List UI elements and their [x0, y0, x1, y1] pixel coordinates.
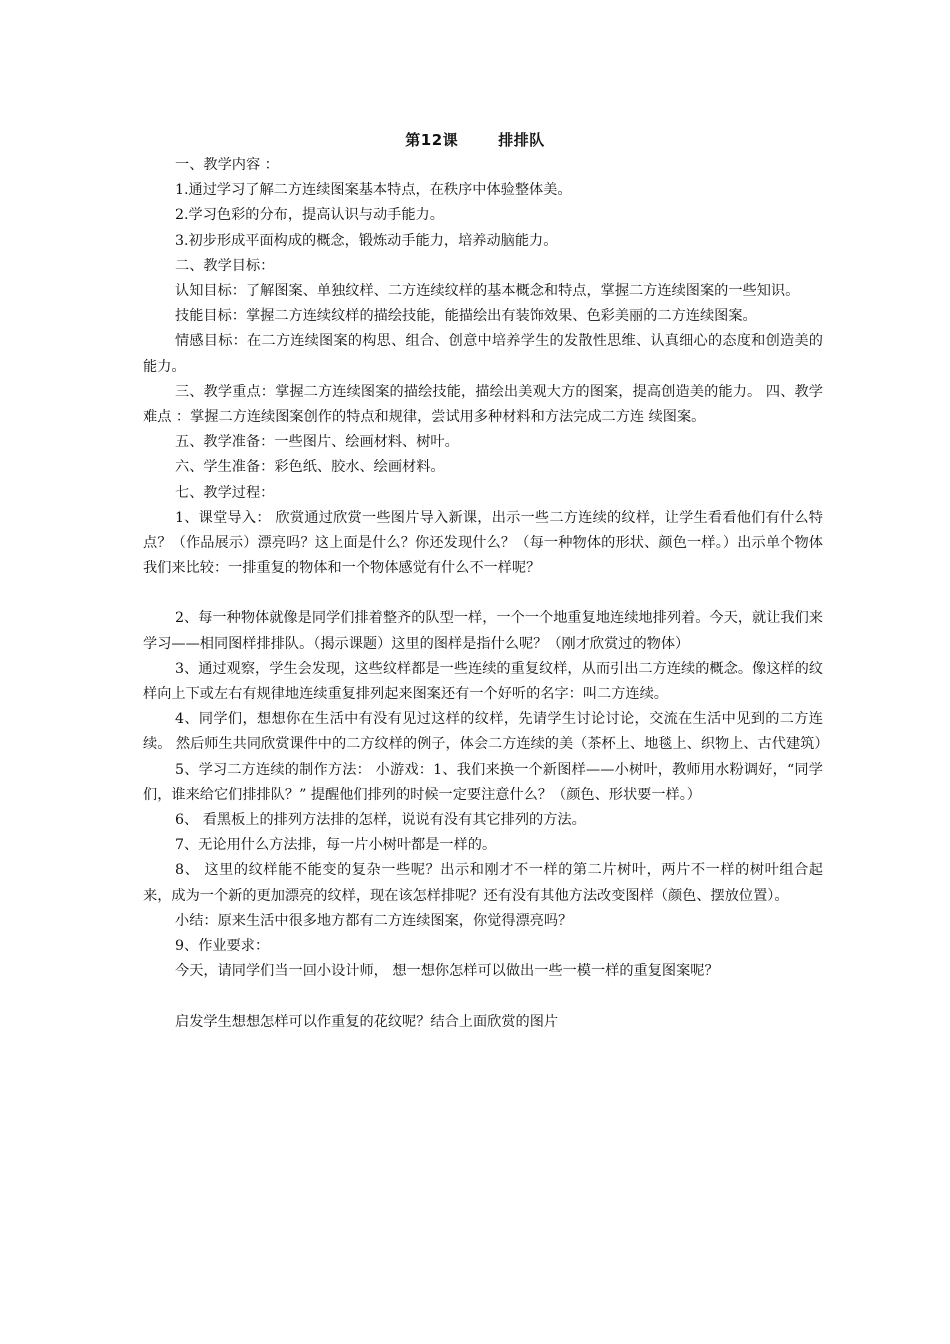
student-preparation: 六、学生准备：彩色纸、胶水、绘画材料。 [175, 459, 445, 476]
key-and-difficult-points: 三、教学重点：掌握二方连续图案的描绘技能，描绘出美观大方的图案，提高创造美的能力。 四、教学难点 ：掌握二方连续图案创作的特点和规律，尝试用多种材料和方法完成二方连 续图案。 [143, 383, 823, 426]
process-step-4: 4、同学们，想想你在生活中有没有见过这样的纹样，先请学生讨论讨论，交流在生活中见到的二方连续。 然后师生共同欣赏课件中的二方纹样的例子，体会二方连续的美（茶杯上、地毯上、织物上、古代建筑） [143, 711, 829, 753]
section-teaching-goals: 二、教学目标： [175, 257, 275, 274]
content-item-2: 2.学习色彩的分布，提高认识与动手能力。 [175, 207, 444, 224]
closing-prompt: 启发学生想想怎样可以作重复的花纹呢？结合上面欣赏的图片 [175, 1013, 559, 1030]
section-teaching-content: 一、教学内容 ： [175, 157, 279, 173]
emotional-goal: 情感目标：在二方连续图案的构思、组合、创意中培养学生的发散性思维、认真细心的态度和创造美的能力。 [143, 333, 823, 375]
process-step-8: 8、 这里的纹样能不能变的复杂一些呢？出示和刚才不一样的第二片树叶，两片不一样的树叶组合起来，成为一个新的更加漂亮的纹样，现在该怎样排呢？还有没有其他方法改变图样（颜色、摆放位置）。 [143, 862, 823, 904]
lesson-body [143, 153, 829, 1035]
process-step-5: 5、学习二方连续的制作方法： 小游戏：1、我们来换一个新图样——小树叶，教师用水粉调好，“同学们，谁来给它们排排队？” 提醒他们排列的时候一定要注意什么？（颜色、形状要一样。） [143, 761, 823, 803]
summary: 小结：原来生活中很多地方都有二方连续图案，你觉得漂亮吗？ [175, 912, 573, 929]
cognitive-goal: 认知目标：了解图案、单独纹样、二方连续纹样的基本概念和特点，掌握二方连续图案的一些知识。 [175, 283, 800, 300]
process-step-3: 3、通过观察，学生会发现，这些纹样都是一些连续的重复纹样，从而引出二方连续的概念。像这样的纹样向上下或左右有规律地连续重复排列起来图案还有一个好听的名字：叫二方连续。 [143, 660, 823, 703]
skill-goal: 技能目标：掌握二方连续纹样的描绘技能，能描绘出有装饰效果、色彩美丽的二方连续图案。 [175, 308, 757, 325]
content-item-3: 3.初步形成平面构成的概念，锻炼动手能力，培养动脑能力。 [175, 232, 558, 249]
process-step-2: 2、每一种物体就像是同学们排着整齐的队型一样，一个一个地重复地连续地排列着。今天，就让我们来学习——相同图样排排队。（揭示课题）这里的图样是指什么呢？（刚才欣赏过的物体） [143, 610, 823, 652]
process-step-1: 1、课堂导入： 欣赏通过欣赏一些图片导入新课，出示一些二方连续的纹样，让学生看看他们有什么特点？（作品展示）漂亮吗？这上面是什么？你还发现什么？（每一种物体的形状、颜色一样。）出示单个物体我们来比较：一排重复的物体和一个物体感觉有什么不一样呢？ [143, 509, 823, 577]
content-item-1: 1.通过学习了解二方连续图案基本特点，在秩序中体验整体美。 [175, 182, 572, 199]
process-step-6: 6、 看黑板上的排列方法排的怎样，说说有没有其它排列的方法。 [175, 812, 586, 829]
section-teaching-process: 七、教学过程： [175, 484, 275, 501]
lesson-title: 第12课 排排队 [405, 131, 545, 149]
homework-task: 今天，请同学们当一回小设计师， 想一想你怎样可以做出一些一模一样的重复图案呢？ [175, 963, 719, 980]
teaching-preparation: 五、教学准备：一些图片、绘画材料、树叶。 [175, 434, 459, 451]
process-step-7: 7、无论用什么方法排，每一片小树叶都是一样的。 [175, 837, 497, 854]
homework-heading: 9、作业要求： [175, 938, 270, 955]
